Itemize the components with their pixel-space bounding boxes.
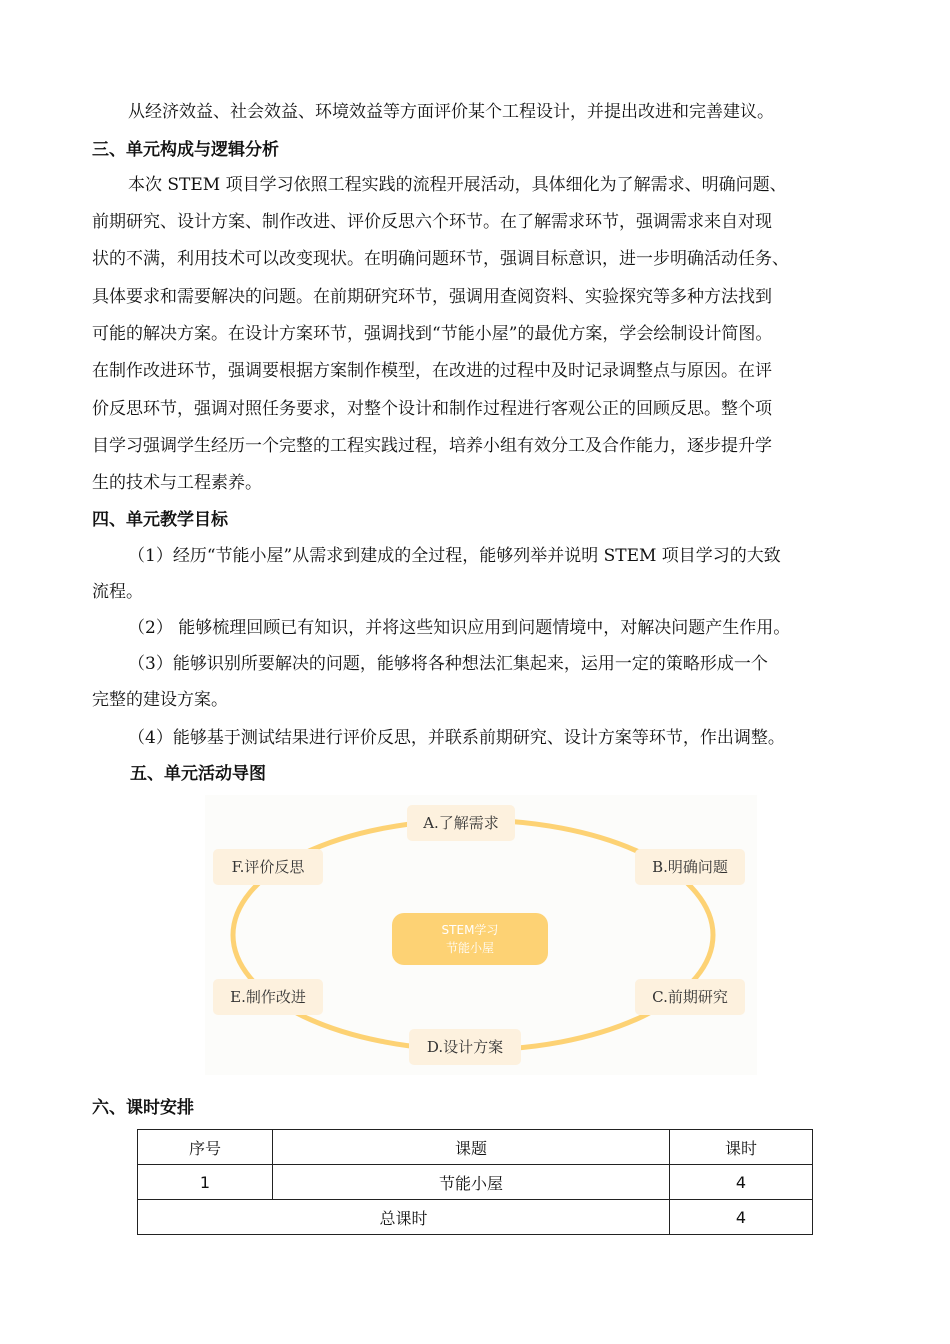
table-cell: 4 [670,1165,813,1200]
paragraph-line: 具体要求和需要解决的问题。在前期研究环节，强调用查阅资料、实验探究等多种方法找到 [92,287,772,307]
goal-line: 完整的建设方案。 [92,690,228,710]
paragraph-line: 从经济效益、社会效益、环境效益等方面评价某个工程设计，并提出改进和完善建议。 [128,102,774,122]
paragraph-line: 状的不满，利用技术可以改变现状。在明确问题环节，强调目标意识，进一步明确活动任务、 [92,249,789,269]
header-cell: 课题 [273,1130,670,1165]
paragraph-line: 本次 STEM 项目学习依照工程实践的流程开展活动，具体细化为了解需求、明确问题、 [128,175,787,195]
section-heading-4: 四、单元教学目标 [92,510,228,530]
goal-line: （4）能够基于测试结果进行评价反思，并联系前期研究、设计方案等环节，作出调整。 [128,728,785,748]
paragraph-line: 可能的解决方案。在设计方案环节，强调找到“节能小屋”的最优方案，学会绘制设计简图。 [92,324,773,344]
total-value: 4 [670,1200,813,1235]
node-a: A.了解需求 [407,805,515,841]
node-b: B.明确问题 [635,849,745,885]
paragraph-line: 目学习强调学生经历一个完整的工程实践过程，培养小组有效分工及合作能力，逐步提升学 [92,436,772,456]
paragraph-line: 生的技术与工程素养。 [92,473,262,493]
node-d: D.设计方案 [409,1029,521,1065]
activity-diagram [205,795,757,1075]
node-c: C.前期研究 [635,979,745,1015]
goal-line: （2） 能够梳理回顾已有知识，并将这些知识应用到问题情境中，对解决问题产生作用。 [128,618,791,638]
table-cell: 节能小屋 [273,1165,670,1200]
paragraph-line: 价反思环节，强调对照任务要求，对整个设计和制作过程进行客观公正的回顾反思。整个项 [92,399,772,419]
goal-line: 流程。 [92,582,143,602]
center-line1: STEM学习 [441,923,499,937]
table-row [138,1165,813,1200]
table-cell: 1 [138,1165,273,1200]
paragraph-line: 在制作改进环节，强调要根据方案制作模型，在改进的过程中及时记录调整点与原因。在评 [92,361,772,381]
diagram-center [392,913,548,965]
header-cell: 课时 [670,1130,813,1165]
goal-line: （3）能够识别所要解决的问题，能够将各种想法汇集起来，运用一定的策略形成一个 [128,654,768,674]
node-e: E.制作改进 [213,979,323,1015]
schedule-table [137,1129,813,1235]
section-heading-5: 五、单元活动导图 [130,764,266,784]
total-label: 总课时 [138,1200,670,1235]
section-heading-6: 六、课时安排 [92,1098,194,1118]
section-heading-3: 三、单元构成与逻辑分析 [92,140,279,160]
goal-line: （1）经历“节能小屋”从需求到建成的全过程，能够列举并说明 STEM 项目学习的大致 [128,546,781,566]
paragraph-line: 前期研究、设计方案、制作改进、评价反思六个环节。在了解需求环节，强调需求来自对现 [92,212,772,232]
header-cell: 序号 [138,1130,273,1165]
table-total-row [138,1200,813,1235]
center-line2: 节能小屋 [445,941,494,955]
table-header-row [138,1130,813,1165]
node-f: F.评价反思 [213,849,323,885]
